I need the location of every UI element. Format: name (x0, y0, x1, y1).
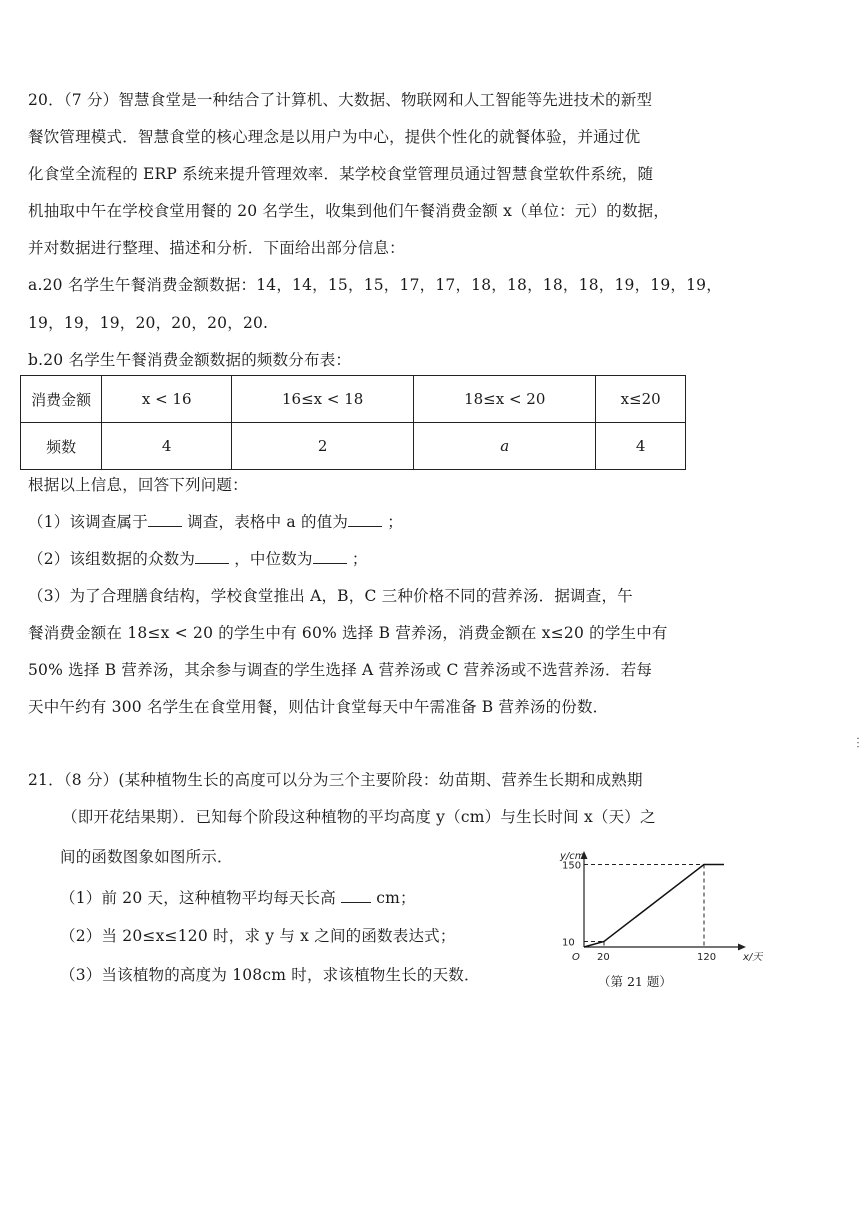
origin-label: O (572, 952, 580, 963)
q20-prompt: 根据以上信息，回答下列问题： (28, 476, 248, 494)
answer-blank[interactable] (148, 512, 182, 527)
x-axis-label: x/天 (743, 952, 763, 963)
q20-data-a-line-2: 19，19，19，20，20，20，20. (28, 314, 269, 332)
y-tick-label: 150 (562, 860, 582, 872)
q20-part-3-line-3: 50% 选择 B 营养汤，其余参与调查的学生选择 A 营养汤或 C 营养汤或不选营养汤．若每 (28, 661, 653, 679)
q20-data-b-heading: b.20 名学生午餐消费金额数据的频数分布表： (28, 351, 352, 369)
frequency-table (20, 375, 686, 470)
table-cell: 频数 (21, 423, 102, 470)
x-tick-label: 20 (597, 952, 610, 963)
table-cell: 18≤x < 20 (414, 376, 596, 423)
q20-data-a-line-1: a.20 名学生午餐消费金额数据：14，14，15，15，17，17，18，18，18，18，19，19，19， (28, 276, 722, 294)
q20-part-1 (28, 512, 403, 532)
q20-part-1-text-a: （1）该调查属于 (28, 513, 148, 531)
answer-blank[interactable] (341, 888, 371, 903)
q21-part-2: （2）当 20≤x≤120 时，求 y 与 x 之间的函数表达式； (60, 927, 456, 945)
q20-line-2: 餐饮管理模式．智慧食堂的核心理念是以用户为中心，提供个性化的就餐体验，并通过优 (28, 128, 641, 146)
table-cell: 4 (596, 423, 686, 470)
x-axis-arrow (738, 944, 746, 951)
q20-part-2 (28, 549, 368, 569)
q20-part-2-text-a: （2）该组数据的众数为 (28, 550, 196, 568)
table-cell: 消费金额 (21, 376, 102, 423)
series-line (584, 865, 724, 948)
q21-part-3: （3）当该植物的高度为 108cm 时，求该植物生长的天数． (60, 966, 480, 984)
table-cell: a (414, 423, 596, 470)
x-tick-label: 120 (697, 952, 717, 963)
q21-line-3: 间的函数图象如图所示． (60, 848, 233, 866)
answer-blank[interactable] (195, 549, 229, 564)
q20-part-3-line-4: 天中午约有 300 名学生在食堂用餐，则估计食堂每天中午需准备 B 营养汤的份数． (28, 698, 609, 716)
table-row (21, 423, 686, 470)
q20-line-4: 机抽取中午在学校食堂用餐的 20 名学生，收集到他们午餐消费金额 x（单位：元）的数据， (28, 202, 670, 220)
answer-blank[interactable] (348, 512, 382, 527)
table-row (21, 376, 686, 423)
q20-part-1-text-c: ； (387, 513, 403, 531)
table-cell: 16≤x < 18 (232, 376, 414, 423)
q21-part-1-text-b: cm； (376, 889, 416, 907)
table-cell: 4 (102, 423, 232, 470)
q20-line-5: 并对数据进行整理、描述和分析．下面给出部分信息： (28, 239, 405, 257)
q21-line-1: 21．（8 分）(某种植物生长的高度可以分为三个主要阶段：幼苗期、营养生长期和成熟期 (28, 771, 643, 789)
table-cell: x < 16 (102, 376, 232, 423)
q21-line-2: （即开花结果期）．已知每个阶段这种植物的平均高度 y（cm）与生长时间 x（天）之 (62, 808, 656, 826)
q20-part-3-line-1: （3）为了合理膳食结构，学校食堂推出 A，B，C 三种价格不同的营养汤．据调查，午 (28, 587, 633, 605)
table-cell: x≤20 (596, 376, 686, 423)
y-axis-label: y/cm (560, 851, 585, 862)
q21-part-1 (60, 888, 416, 908)
q20-part-2-text-c: ； (351, 550, 368, 568)
q20-part-3-line-2: 餐消费金额在 18≤x < 20 的学生中有 60% 选择 B 营养汤，消费金额在 x≤20 的学生中有 (28, 624, 668, 642)
answer-blank[interactable] (313, 549, 347, 564)
q20-part-2-text-b: ，中位数为 (234, 550, 313, 568)
edge-mark: ︙ (852, 736, 864, 750)
table-cell: 2 (232, 423, 414, 470)
q20-part-1-text-b: 调查，表格中 a 的值为 (187, 513, 349, 531)
figure-caption: （第 21 题） (598, 974, 672, 989)
q20-line-1: 20．（7 分）智慧食堂是一种结合了计算机、大数据、物联网和人工智能等先进技术的新型 (28, 91, 653, 109)
q21-part-1-text-a: （1）前 20 天，这种植物平均每天长高 (60, 889, 336, 907)
q20-line-3: 化食堂全流程的 ERP 系统来提升管理效率．某学校食堂管理员通过智慧食堂软件系统，随 (28, 165, 654, 183)
y-tick-label: 10 (562, 937, 575, 949)
